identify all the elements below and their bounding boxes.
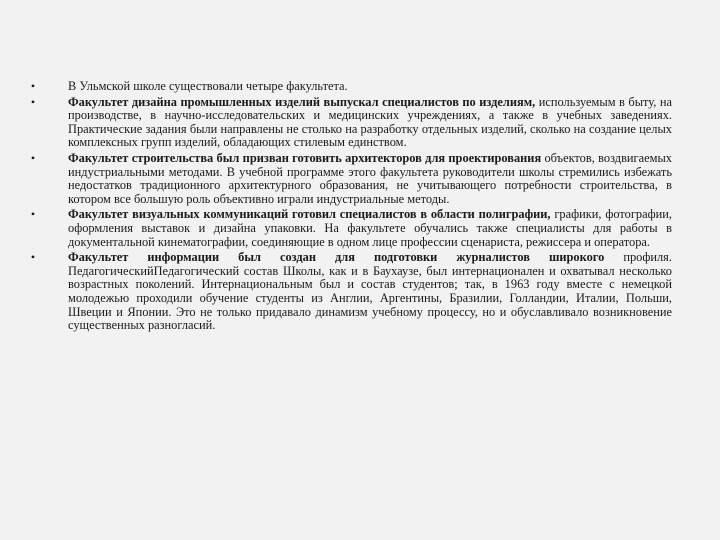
item-lead: Факультет дизайна промышленных изделий выпускал специалистов по изделиям, [68,94,536,109]
list-item [28,251,672,333]
item-text: используемым в быту, на производстве, в научно-исследовательских и медицинских учреждениях, а также в учебных заведениях. Практические задания были направлены не столько на разработку отдельных изделий, сколько на создание целых комплексных групп изделий, обладающих стилевым единством. [68,94,672,150]
item-lead: Факультет визуальных коммуникаций готовил специалистов в области полиграфии, [68,207,551,222]
bullet-icon: • [30,150,36,165]
bullet-icon: • [30,250,36,265]
bullet-list [28,80,672,335]
item-text: В Ульмской школе существовали четыре факультета. [68,79,348,93]
list-item [28,80,672,94]
item-text: профиля. ПедагогическийПедагогический состав Школы, как и в Баухаузе, был интернационален и охватывал несколько возрастных поколений. Интернациональным был и состав студентов; так, в 1963 году вместе с немецкой молодежью проходили обучение студенты из Англии, Аргентины, Бразилии, Голландии, Италии, Польши, Швеции и Японии. Это не только придавало динамизм учебному процессу, но и обуславливало возникновение существенных разногласий. [68,250,672,333]
bullet-icon: • [30,207,36,222]
bullet-icon: • [30,79,36,93]
item-lead: Факультет информации был создан для подготовки журналистов широкого [68,250,605,265]
list-item [28,96,672,150]
bullet-icon: • [30,94,36,109]
list-item [28,152,672,206]
item-lead: Факультет строительства был призван готовить архитекторов для проектирования [68,150,542,165]
list-item [28,208,672,249]
item-text: объектов, воздвигаемых индустриальными методами. В учебной программе этого факультета руководители школы стремились избежать недостатков традиционного архитектурного образования, не учитывающего потребности строительства, в котором все большую роль объективно играли индустриальные методы. [68,150,672,206]
item-text: графики, фотографии, оформления выставок и дизайна упаковки. На факультете обучались также специалисты для работы в документальной кинематографии, соединяющие в одном лице профессии сценариста, режиссера и оператора. [68,207,672,249]
